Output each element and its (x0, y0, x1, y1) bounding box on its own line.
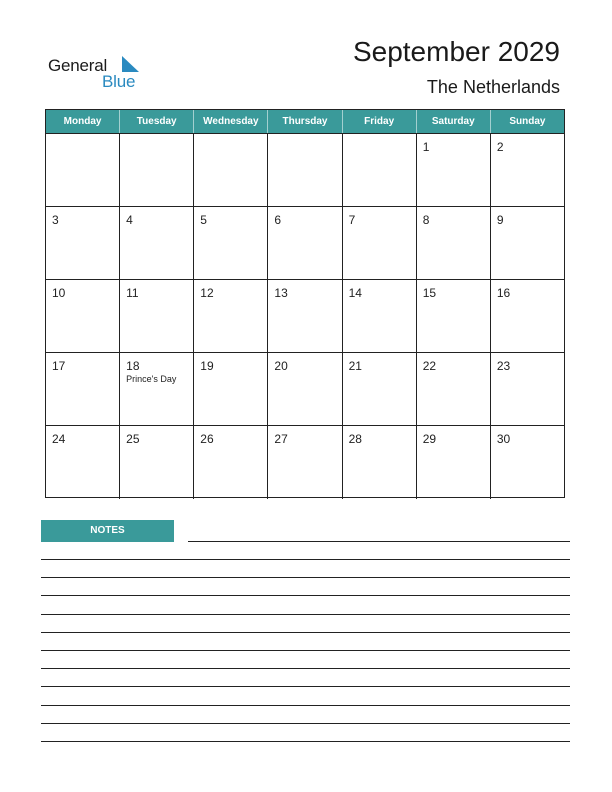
day-cell (46, 426, 120, 499)
weekday-monday: Monday (46, 110, 120, 133)
country-name: The Netherlands (426, 77, 560, 97)
week-row (46, 133, 564, 206)
day-cell (46, 134, 120, 206)
day-number: 19 (200, 359, 214, 373)
week-row (46, 206, 564, 279)
day-number: 23 (496, 359, 511, 373)
notes-line (188, 541, 570, 542)
weekday-sunday: Sunday (509, 116, 546, 127)
day-cell (46, 207, 120, 279)
day-number: 27 (274, 432, 288, 446)
notes-line (41, 650, 570, 651)
holiday-label: Prince's Day (126, 374, 177, 384)
weekday-wednesday: Wednesday (194, 110, 268, 133)
day-number: 14 (348, 286, 362, 300)
day-number: 9 (496, 213, 504, 227)
day-cell (491, 207, 564, 279)
week-row (46, 352, 564, 425)
day-number: 30 (496, 432, 511, 446)
day-number: 5 (200, 213, 207, 227)
day-number: 17 (52, 359, 66, 373)
day-cell (417, 353, 491, 425)
logo-triangle-icon (120, 55, 140, 73)
day-cell (343, 426, 417, 499)
day-number: 28 (348, 432, 362, 446)
day-cell (268, 134, 342, 206)
day-number: 18 (126, 359, 140, 373)
notes-line (41, 577, 570, 578)
week-row (46, 279, 564, 352)
day-cell (120, 353, 194, 425)
day-cell (194, 353, 268, 425)
day-cell (491, 353, 564, 425)
notes-line (41, 614, 570, 615)
day-cell (120, 280, 194, 352)
day-cell (120, 134, 194, 206)
day-cell (417, 207, 491, 279)
day-number: 4 (126, 213, 133, 227)
calendar-grid (45, 109, 565, 498)
day-cell (343, 353, 417, 425)
day-cell (417, 134, 491, 206)
day-cell (46, 280, 120, 352)
day-number: 13 (274, 286, 288, 300)
logo-blue-text: Blue (102, 72, 136, 91)
day-cell (343, 134, 417, 206)
notes-line (41, 686, 570, 687)
notes-line (41, 559, 570, 560)
weekday-saturday: Saturday (417, 110, 491, 133)
day-cell (120, 207, 194, 279)
notes-line (41, 668, 570, 669)
day-cell (268, 353, 342, 425)
weekday-tuesday: Tuesday (120, 110, 194, 133)
weekday-thursday: Thursday (268, 110, 342, 133)
day-cell (417, 426, 491, 499)
day-cell (194, 280, 268, 352)
day-number: 24 (52, 432, 66, 446)
day-cell (268, 280, 342, 352)
day-number: 16 (496, 286, 511, 300)
day-cell (343, 207, 417, 279)
day-number: 29 (422, 432, 437, 446)
day-number: 22 (422, 359, 437, 373)
notes-line (41, 741, 570, 742)
day-cell (194, 426, 268, 499)
notes-line (41, 632, 570, 633)
day-cell (46, 353, 120, 425)
day-number: 10 (52, 286, 66, 300)
day-cell (120, 426, 194, 499)
day-cell (268, 207, 342, 279)
day-cell (194, 207, 268, 279)
day-cell (417, 280, 491, 352)
notes-line (41, 705, 570, 706)
day-number: 25 (126, 432, 140, 446)
month-year-title: September 2029 (352, 36, 560, 67)
day-cell (491, 280, 564, 352)
day-number: 26 (200, 432, 214, 446)
calendar-body (46, 133, 564, 497)
day-cell (491, 134, 564, 206)
notes-line (41, 723, 570, 724)
day-cell (194, 134, 268, 206)
week-row (46, 425, 564, 499)
notes-line (41, 595, 570, 596)
notes-label: NOTES (41, 520, 174, 542)
day-cell (491, 426, 564, 499)
day-number: 6 (274, 213, 282, 227)
day-number: 15 (422, 286, 437, 300)
day-cell (343, 280, 417, 352)
day-number: 20 (274, 359, 288, 373)
day-number: 1 (422, 140, 430, 154)
day-cell (268, 426, 342, 499)
day-number: 8 (422, 213, 430, 227)
day-number: 21 (348, 359, 362, 373)
day-number: 2 (496, 140, 504, 154)
day-number: 3 (52, 213, 59, 227)
weekday-header-row (46, 110, 564, 133)
generalblue-logo (48, 52, 158, 92)
logo-general-text: General (48, 56, 108, 75)
day-number: 7 (348, 213, 356, 227)
day-number: 12 (200, 286, 214, 300)
weekday-friday: Friday (343, 110, 417, 133)
day-number: 11 (126, 286, 139, 300)
